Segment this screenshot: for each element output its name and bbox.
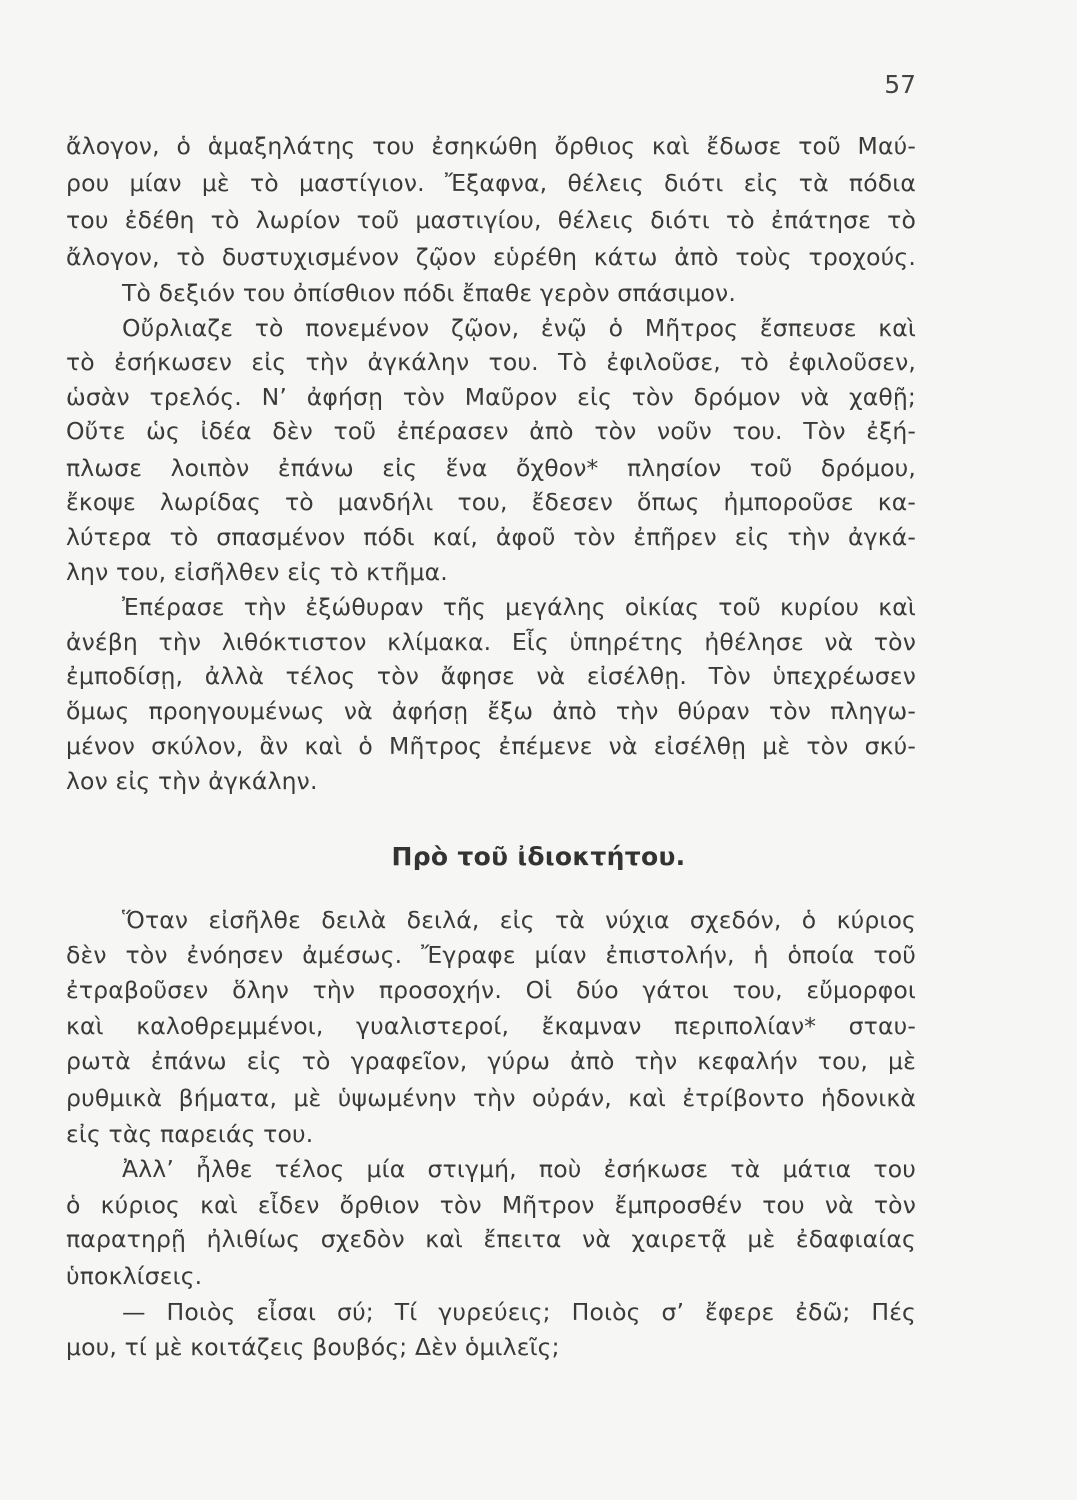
text-line: ἔκοψε λωρίδας τὸ μανδήλι του, ἔδεσεν ὅπως ἠμποροῦσε κα- [66, 488, 916, 516]
text-line: Οὔρλιαζε τὸ πονεμένον ζῷον, ἐνῷ ὁ Μῆτρος ἔσπευσε καὶ [122, 314, 916, 342]
text-line: λον εἰς τὴν ἀγκάλην. [66, 767, 318, 795]
text-line: δὲν τὸν ἐνόησεν ἀμέσως. Ἔγραφε μίαν ἐπιστολήν, ἡ ὁποία τοῦ [66, 941, 916, 969]
text-line: καὶ καλοθρεμμένοι, γυαλιστεροί, ἔκαμναν περιπολίαν* σταυ- [66, 1012, 916, 1040]
page-number: 57 [884, 70, 916, 99]
text-line: μου, τί μὲ κοιτάζεις βουβός; Δὲν ὁμιλεῖς; [66, 1333, 560, 1361]
text-line: Ἀλλ’ ἦλθε τέλος μία στιγμή, ποὺ ἐσήκωσε τὰ μάτια του [122, 1155, 916, 1183]
text-line: ἄλογον, τὸ δυστυχισμένον ζῷον εὑρέθη κάτω ἀπὸ τοὺς τροχούς. [66, 243, 916, 271]
text-line: εἰς τὰς παρειάς του. [66, 1120, 314, 1148]
text-line: λύτερα τὸ σπασμένον πόδι καί, ἀφοῦ τὸν ἐπῆρεν εἰς τὴν ἀγκά- [66, 523, 916, 551]
text-line: ὡσὰν τρελός. Ν’ ἀφήσῃ τὸν Μαῦρον εἰς τὸν δρόμον νὰ χαθῇ; [66, 383, 916, 411]
section-heading: Πρὸ τοῦ ἰδιοκτήτου. [391, 842, 686, 871]
text-line: ὁ κύριος καὶ εἶδεν ὄρθιον τὸν Μῆτρον ἔμπροσθέν του νὰ τὸν [66, 1191, 916, 1219]
text-line: ὑποκλίσεις. [66, 1262, 203, 1290]
text-line: ρωτὰ ἐπάνω εἰς τὸ γραφεῖον, γύρω ἀπὸ τὴν κεφαλήν του, μὲ [66, 1047, 916, 1075]
text-line: μένον σκύλον, ἂν καὶ ὁ Μῆτρος ἐπέμενε νὰ εἰσέλθῃ μὲ τὸν σκύ- [66, 732, 916, 760]
text-line: ἐτραβοῦσεν ὅλην τὴν προσοχήν. Οἱ δύο γάτοι του, εὔμορφοι [66, 976, 916, 1004]
text-line: Ἐπέρασε τὴν ἐξώθυραν τῆς μεγάλης οἰκίας τοῦ κυρίου καὶ [122, 593, 916, 621]
text-line: ὅμως προηγουμένως νὰ ἀφήσῃ ἔξω ἀπὸ τὴν θύραν τὸν πληγω- [66, 697, 916, 725]
text-line: Τὸ δεξιόν του ὀπίσθιον πόδι ἔπαθε γερὸν σπάσιμον. [122, 279, 736, 307]
text-line: — Ποιὸς εἶσαι σύ; Τί γυρεύεις; Ποιὸς σ’ ἔφερε ἐδῶ; Πές [122, 1298, 916, 1326]
text-line: ρου μίαν μὲ τὸ μαστίγιον. Ἔξαφνα, θέλεις διότι εἰς τὰ πόδια [66, 169, 916, 197]
text-line: ἐμποδίσῃ, ἀλλὰ τέλος τὸν ἄφησε νὰ εἰσέλθῃ. Τὸν ὑπεχρέωσεν [66, 662, 916, 690]
text-line: ἄλογον, ὁ ἁμαξηλάτης του ἐσηκώθη ὄρθιος καὶ ἔδωσε τοῦ Μαύ- [66, 132, 916, 160]
text-line: Οὔτε ὡς ἰδέα δὲν τοῦ ἐπέρασεν ἀπὸ τὸν νοῦν του. Τὸν ἐξή- [66, 417, 916, 445]
text-line: ἀνέβη τὴν λιθόκτιστον κλίμακα. Εἷς ὑπηρέτης ἠθέλησε νὰ τὸν [66, 628, 916, 656]
text-line: του ἐδέθη τὸ λωρίον τοῦ μαστιγίου, θέλεις διότι τὸ ἐπάτησε τὸ [66, 206, 916, 234]
text-line: λην του, εἰσῆλθεν εἰς τὸ κτῆμα. [66, 558, 448, 586]
text-line: πλωσε λοιπὸν ἐπάνω εἰς ἕνα ὄχθον* πλησίον τοῦ δρόμου, [66, 454, 916, 482]
text-line: τὸ ἐσήκωσεν εἰς τὴν ἀγκάλην του. Τὸ ἐφιλοῦσε, τὸ ἐφιλοῦσεν, [66, 348, 916, 376]
text-line: Ὅταν εἰσῆλθε δειλὰ δειλά, εἰς τὰ νύχια σχεδόν, ὁ κύριος [122, 906, 916, 934]
text-line: παρατηρῇ ἠλιθίως σχεδὸν καὶ ἔπειτα νὰ χαιρετᾷ μὲ ἐδαφιαίας [66, 1225, 916, 1253]
text-line: ρυθμικὰ βήματα, μὲ ὑψωμένην τὴν οὐράν, καὶ ἐτρίβοντο ἡδονικὰ [66, 1084, 916, 1112]
